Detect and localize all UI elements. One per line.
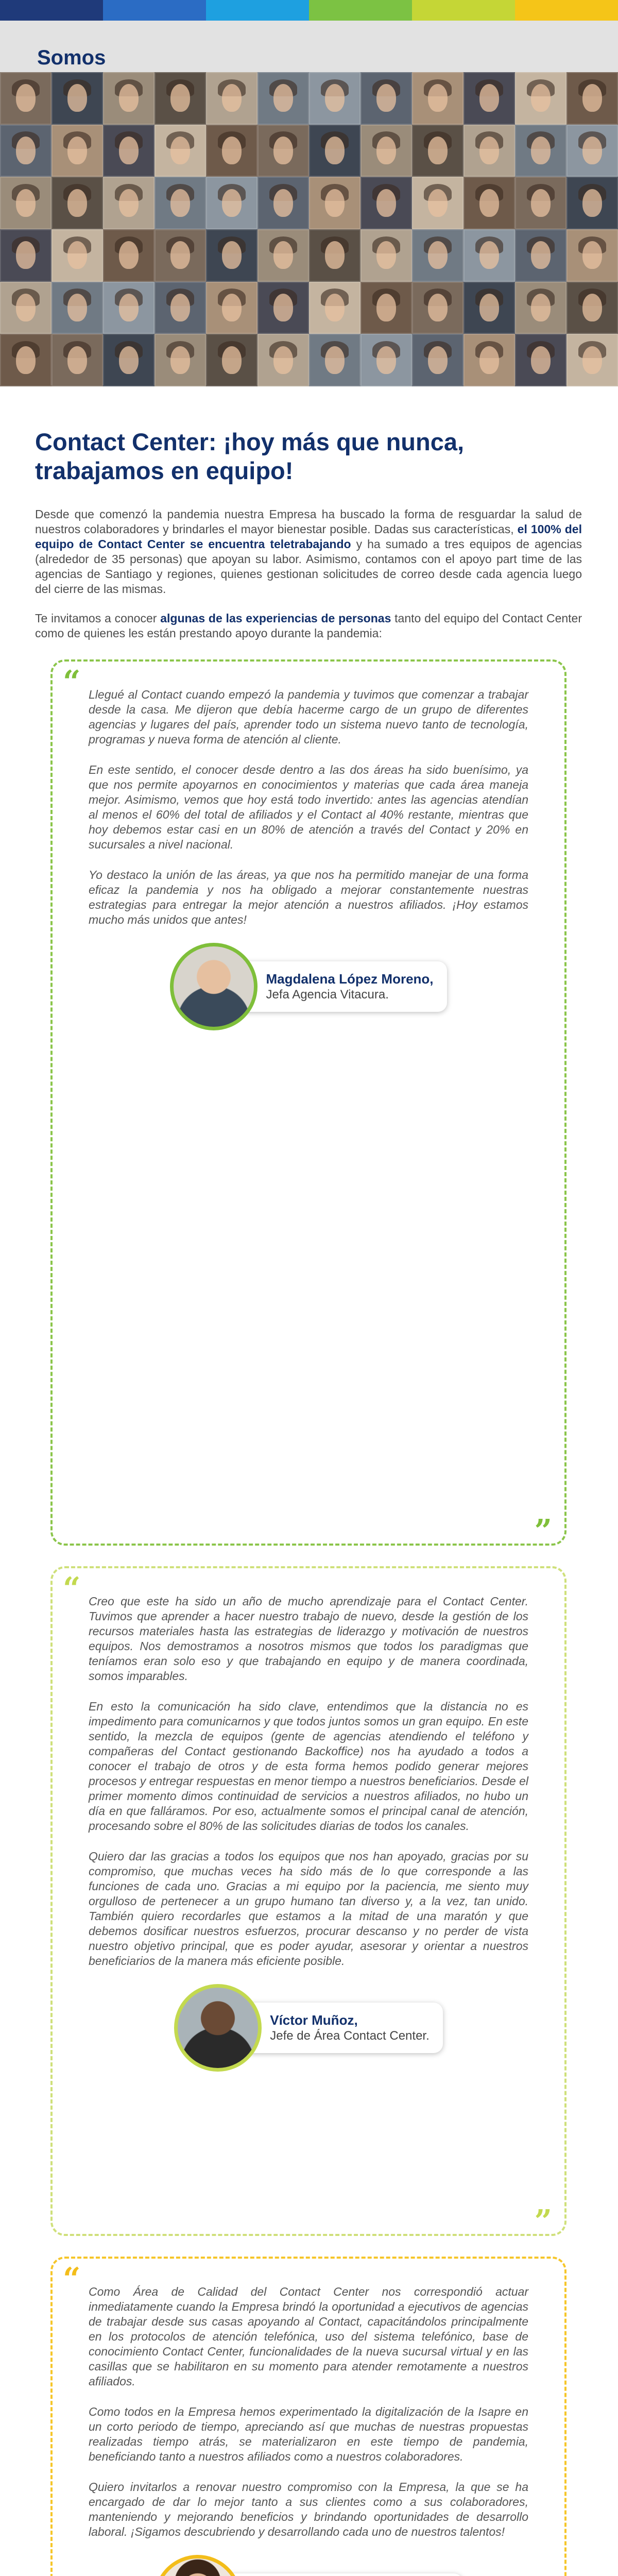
video-call-photo (103, 334, 154, 386)
color-segment-1 (0, 0, 103, 21)
color-segment-4 (309, 0, 412, 21)
video-call-photo (309, 229, 360, 282)
video-call-photo (0, 125, 52, 177)
video-call-photo (154, 72, 206, 125)
signer (89, 1984, 528, 2072)
video-call-photo (412, 229, 464, 282)
video-call-photo (0, 334, 52, 386)
article-title (35, 428, 582, 485)
video-call-photo (206, 334, 258, 386)
video-call-photo (360, 177, 412, 229)
video-call-photo (154, 334, 206, 386)
signer (89, 943, 528, 1030)
video-call-photo (103, 177, 154, 229)
video-call-photo (464, 72, 515, 125)
video-call-photo (515, 177, 566, 229)
top-color-bar (0, 0, 618, 21)
video-call-photo (206, 282, 258, 334)
video-call-photo (258, 334, 309, 386)
video-call-photo (515, 125, 566, 177)
testimonial-paragraph: Como todos en la Empresa hemos experimentado la digitalización de la Isapre en un corto periodo de tiempo, apreciando así que muchas de nuestras propuestas realizadas tiempo atrás, se materializaron en este tiempo de pandemia, beneficiando tanto a nuestros afiliados como a nuestros colaboradores. (89, 2405, 528, 2463)
video-call-photo (309, 72, 360, 125)
video-call-photo (360, 125, 412, 177)
testimonial-paragraph: Yo destaco la unión de las áreas, ya que nos ha permitido manejar de una forma eficaz la pandemia y nos ha obligado a mejorar constantemente nuestras estrategias para entregar la mejor atención a nuestros afiliados. ¡Hoy estamos mucho más unidos que antes! (89, 868, 528, 926)
color-segment-3 (206, 0, 309, 21)
testimonial-paragraph: Quiero invitarlos a renovar nuestro compromiso con la Empresa, la que se ha encargado de dar lo mejor tanto a sus clientes como a sus colaboradores, manteniendo y mejorando beneficios y brindando oportunidades de desarrollo laboral. ¡Sigamos descubriendo y desarrollando cada uno de nuestros talentos! (89, 2480, 528, 2538)
video-call-photo (103, 229, 154, 282)
open-quote-icon: “ (63, 1571, 81, 1607)
article-title-line-1: Contact Center: ¡hoy más que nunca, (35, 428, 465, 455)
video-call-photo (412, 334, 464, 386)
video-call-photo (206, 177, 258, 229)
avatar (154, 2555, 242, 2576)
testimonial-card-1 (50, 659, 566, 1549)
video-call-photo (566, 282, 618, 334)
video-call-photo (515, 334, 566, 386)
video-call-photo (0, 72, 52, 125)
video-call-photo (0, 229, 52, 282)
signer-name-box (249, 2003, 443, 2053)
video-call-photo (0, 177, 52, 229)
signer-role: Jefe de Área Contact Center. (270, 2029, 430, 2043)
video-call-photo (566, 72, 618, 125)
video-call-photo (360, 282, 412, 334)
video-call-photo (206, 229, 258, 282)
video-call-photo (464, 334, 515, 386)
close-quote-icon: ” (534, 2204, 552, 2240)
video-call-photo (258, 177, 309, 229)
article (0, 386, 618, 2576)
video-call-photo (309, 125, 360, 177)
video-call-photo (360, 334, 412, 386)
color-segment-2 (103, 0, 206, 21)
video-call-photo (566, 229, 618, 282)
video-call-photo (154, 229, 206, 282)
video-call-photo (566, 334, 618, 386)
video-call-photo (52, 177, 103, 229)
video-call-photo (154, 177, 206, 229)
intro-highlight: el 100% del equipo de Contact Center se encuentra teletrabajando (35, 522, 582, 551)
video-call-photo (206, 72, 258, 125)
open-quote-icon: “ (63, 664, 81, 700)
signer-name-box (245, 961, 447, 1012)
video-call-photo (103, 125, 154, 177)
video-call-photo (309, 177, 360, 229)
video-call-photo (464, 177, 515, 229)
intro-paragraph-1: Desde que comenzó la pandemia nuestra Empresa ha buscado la forma de resguardar la salud de nuestros colaboradores y brindarles el mayor bienestar posible. Dadas sus características, el 100% del equipo de Contact Center se encuentra teletrabajando y ha sumado a tres equipos de agencias (alrededor de 35 personas) que apoyan su labor. Asimismo, contamos con el apoyo part time de las agencias de Santiago y regiones, quienes gestionan solicitudes de correo desde cada agencia luego del cierre de las mismas. (35, 507, 582, 596)
video-call-photo (566, 177, 618, 229)
video-call-photo (360, 229, 412, 282)
video-call-photo (206, 125, 258, 177)
video-call-photo (515, 72, 566, 125)
signer-name: Magdalena López Moreno, (266, 971, 434, 987)
video-call-photo (464, 229, 515, 282)
signer-role: Jefa Agencia Vitacura. (266, 988, 389, 1002)
testimonial-paragraph: Quiero dar las gracias a todos los equipos que nos han apoyado, gracias por su compromiso, que muchas veces ha sido más de lo que corresponde a las funciones de cada uno. Gracias a mi equipo por la paciencia, me siento muy orgulloso de pertenecer a un grupo humano tan diverso y, a la vez, tan unido. También quiero recordarles que estamos a la mitad de una maratón y que debemos dosificar nuestros esfuerzos, procurar descanso y no perder de vista nuestro objetivo principal, que es poder ayudar, asesorar y orientar a nuestros beneficiarios de la manera más eficiente posible. (89, 1850, 528, 1968)
article-title-line-2: trabajamos en equipo! (35, 457, 294, 484)
signer (89, 2555, 528, 2576)
testimonial-paragraph: Llegué al Contact cuando empezó la pandemia y tuvimos que comenzar a trabajar desde la casa. Me dijeron que debía hacerme cargo de un grupo de diferentes agencias y lugares del país, aprender todo un sistema nuevo tanto de tecnología, programas y nueva forma de atención al cliente. (89, 688, 528, 746)
avatar (170, 943, 258, 1030)
video-call-photo (258, 72, 309, 125)
section-header (0, 21, 618, 72)
color-segment-5 (412, 0, 515, 21)
signer-name: Víctor Muñoz, (270, 2012, 358, 2028)
testimonial-paragraph: En este sentido, el conocer desde dentro a las dos áreas ha sido buenísimo, ya que nos permite apoyarnos en conocimientos y materias que cada área maneja mejor. Asimismo, vemos que hoy está todo invertido: antes las agencias atendían al menos el 60% del total de afiliados y el Contact al 40% restante, mientras que hoy debemos estar casi en un 80% de atención a través del Contact y 20% en sucursales a nivel nacional. (89, 763, 528, 851)
video-call-photo (258, 282, 309, 334)
video-call-photo (0, 282, 52, 334)
video-call-photo (464, 282, 515, 334)
video-call-photo (154, 282, 206, 334)
testimonial-paragraph: Creo que este ha sido un año de mucho aprendizaje para el Contact Center. Tuvimos que aprender a hacer nuestro trabajo de nuevo, desde la gestión de los recursos materiales hasta las estrategias de liderazgo y motivación de nuestros equipos. Nos demostramos a nosotros mismos que todos los paradigmas que teníamos eran solo eso y que trabajando en equipo y de manera coordinada, somos imparables. (89, 1595, 528, 1683)
intro-paragraph-2: Te invitamos a conocer algunas de las experiencias de personas tanto del equipo del Contact Center como de quienes les están prestando apoyo durante la pandemia: (35, 612, 582, 640)
video-call-photo (52, 125, 103, 177)
signer-name-box (229, 2573, 463, 2576)
video-call-photo (360, 72, 412, 125)
video-call-photo (309, 334, 360, 386)
video-call-photo (309, 282, 360, 334)
testimonial-card-3 (50, 2257, 566, 2576)
video-call-photo (412, 177, 464, 229)
testimonial-paragraph: En esto la comunicación ha sido clave, entendimos que la distancia no es impedimento para comunicarnos y que todos juntos somos un gran equipo. En este sentido, la mezcla de equipos (gente de agencias atendiendo el teléfono y compañeras del Contact gestionando Backoffice) nos ha ayudado a todos a conocer el trabajo de otros y de esta forma hemos podido generar mejores procesos y entregar respuestas en menor tiempo a nuestros beneficiarios. Desde el primer momento dimos continuidad de servicios a nuestros afiliados, no hubo un día en que falláramos. Por eso, actualmente somos el principal canal de atención, procesando sobre el 80% de las solicitudes diarias de todos los canales. (89, 1700, 529, 1833)
video-call-photo (258, 229, 309, 282)
avatar (174, 1984, 262, 2072)
video-call-photo (52, 334, 103, 386)
video-call-photo (412, 125, 464, 177)
video-call-photo (103, 72, 154, 125)
close-quote-icon: ” (534, 1513, 552, 1549)
testimonial-paragraph: Como Área de Calidad del Contact Center nos correspondió actuar inmediatamente cuando la Empresa brindó la oportunidad a ejecutivos de agencias de trabajar desde sus casas apoyando al Contact, capacitándolos principalmente en los protocolos de atención telefónica, uso del sistema telefónico, base de conocimiento Contact Center, funcionalidades de la nueva sucursal virtual y en las casillas que se habilitaron en su momento para atender remotamente a nuestros afiliados. (89, 2285, 528, 2388)
video-call-photo (412, 282, 464, 334)
video-call-photo (515, 229, 566, 282)
video-call-photo (103, 282, 154, 334)
video-call-photo (52, 72, 103, 125)
section-title: Somos (37, 46, 106, 69)
video-call-photo (154, 125, 206, 177)
open-quote-icon: “ (63, 2261, 81, 2297)
video-call-photo-mosaic (0, 72, 618, 386)
video-call-photo (412, 72, 464, 125)
video-call-photo (52, 229, 103, 282)
video-call-photo (464, 125, 515, 177)
video-call-photo (515, 282, 566, 334)
video-call-photo (258, 125, 309, 177)
color-segment-6 (515, 0, 618, 21)
video-call-photo (566, 125, 618, 177)
testimonial-card-2 (50, 1566, 566, 2240)
intro-highlight-2: algunas de las experiencias de personas (160, 612, 391, 625)
video-call-photo (52, 282, 103, 334)
